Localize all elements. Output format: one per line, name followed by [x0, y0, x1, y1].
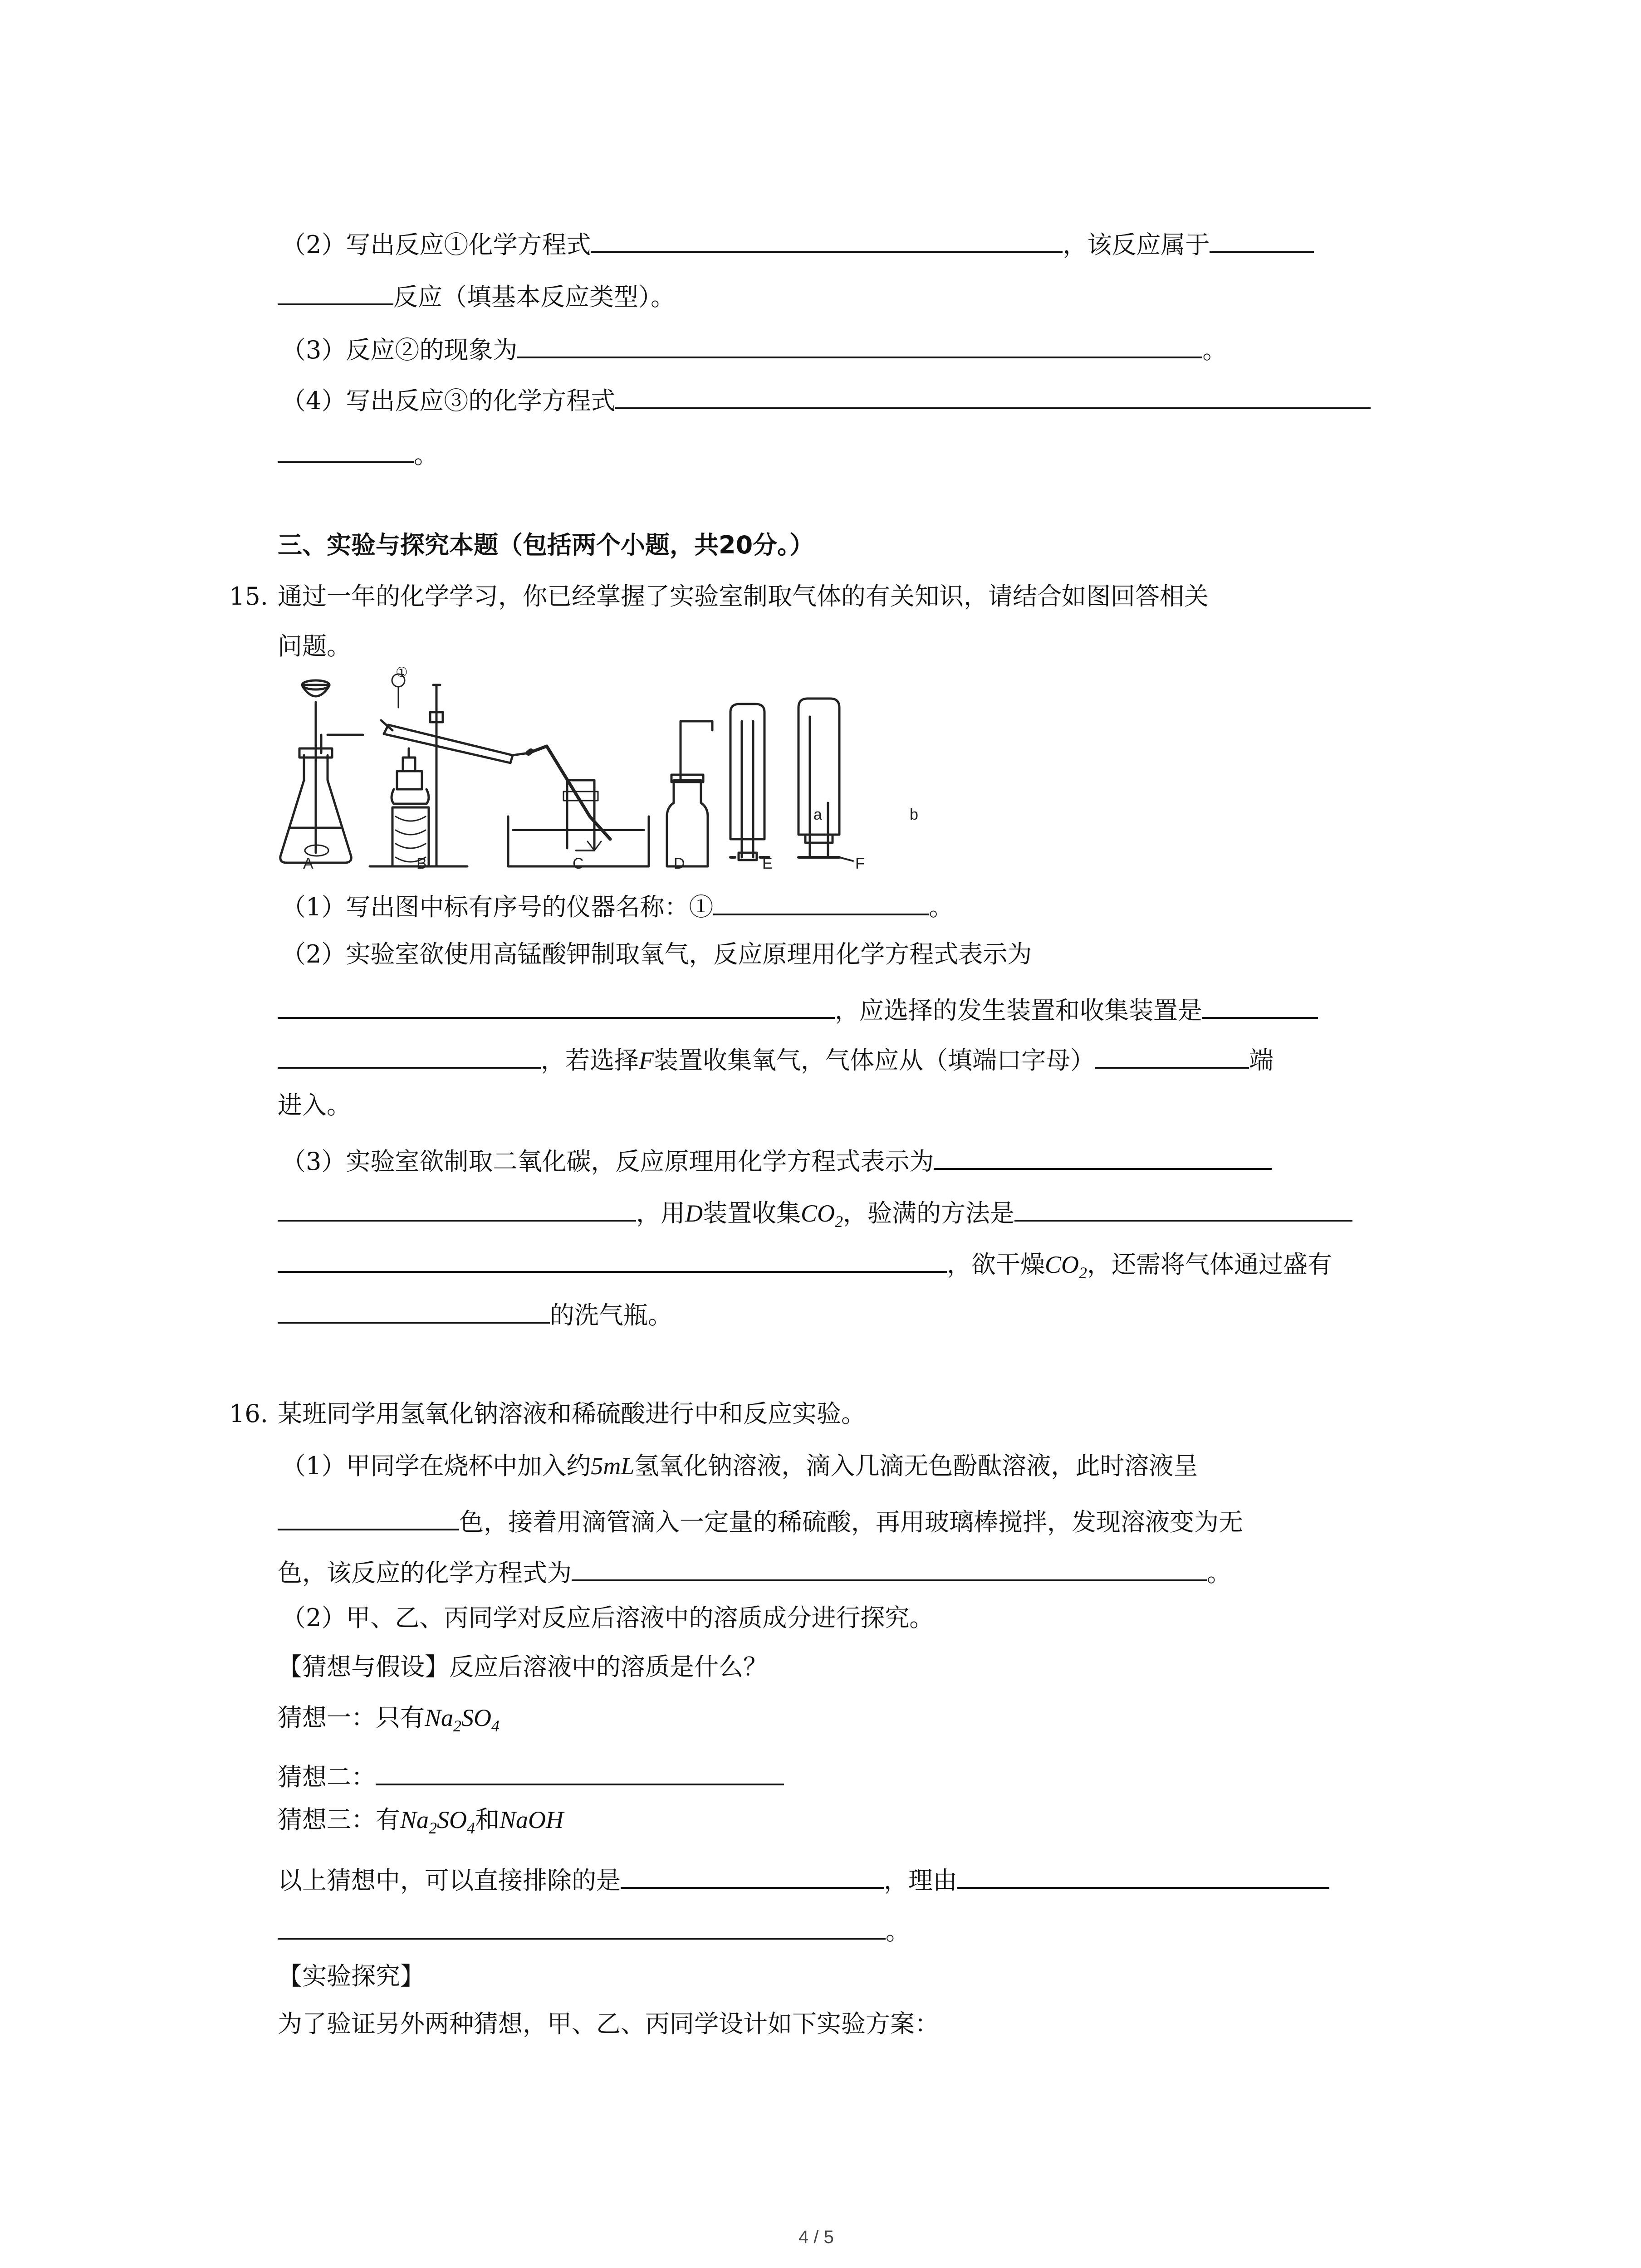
figure-port-b: b	[910, 806, 918, 823]
q16-part2-line: （2）甲、乙、丙同学对反应后溶液中的溶质成分进行探究。	[281, 1603, 934, 1632]
q16-guess2-text: 猜想二：	[278, 1763, 376, 1791]
section3-heading: 三、实验与探究本题（包括两个小题，共20分。）	[278, 531, 814, 559]
q16-guess1-text: 猜想一：只有	[278, 1703, 425, 1732]
q16-part1-end: 。	[1207, 1559, 1231, 1587]
figure-label-b: B	[416, 855, 427, 872]
q14-part3-end: 。	[1202, 336, 1227, 364]
q15-co2-formula: $CO_2$	[801, 1200, 843, 1231]
q15-part2-choose-text: ，若选择	[541, 1046, 639, 1075]
q14-equation3-blank[interactable]	[615, 384, 1371, 409]
q15-kmno4-equation-blank[interactable]	[278, 993, 835, 1019]
q16-part1-line3	[278, 1556, 1231, 1585]
q14-part3-line	[281, 333, 1227, 362]
q16-reason-text: ，理由	[884, 1866, 957, 1895]
apparatus-e	[730, 704, 769, 860]
q16-number: 16.	[229, 1399, 268, 1428]
q15-part3-line3	[278, 1247, 1332, 1281]
q16-stem: 某班同学用氢氧化钠溶液和稀硫酸进行中和反应实验。	[278, 1399, 866, 1428]
q16-guess2	[278, 1760, 784, 1789]
q15-co2-formula-2: $CO_2$	[1045, 1251, 1087, 1282]
q14-part2-tail: 反应（填基本反应类型）。	[393, 283, 675, 311]
q14-part4-text: （4）写出反应③的化学方程式	[281, 386, 616, 415]
q15-device-blank[interactable]	[1202, 993, 1318, 1019]
q14-part4-line2	[278, 438, 438, 467]
q16-na2so4-formula: $Na_2SO_4$	[425, 1704, 500, 1735]
apparatus-figure	[277, 667, 948, 885]
q16-hypothesis-title: 【猜想与假设】反应后溶液中的溶质是什么？	[278, 1652, 768, 1681]
q16-reason-blank[interactable]	[957, 1863, 1329, 1889]
apparatus-f	[798, 699, 853, 861]
q14-equation3-blank-cont[interactable]	[278, 438, 414, 463]
figure-label-c: C	[573, 855, 584, 872]
q16-guess3-and: 和	[475, 1805, 500, 1834]
q15-part3-dry-text: ，欲干燥	[947, 1250, 1045, 1279]
figure-label-a: A	[303, 855, 314, 872]
q16-reason-blank-cont[interactable]	[278, 1914, 886, 1940]
q16-color-blank[interactable]	[278, 1505, 459, 1530]
q15-device-blank-cont[interactable]	[278, 1043, 541, 1069]
q15-part2-end-text: 端	[1249, 1046, 1274, 1075]
apparatus-a	[280, 680, 363, 863]
q16-guess1	[278, 1703, 500, 1735]
q14-part2-line1	[281, 228, 1314, 257]
q16-part1-line1	[281, 1454, 1198, 1478]
q15-part3-end: 的洗气瓶。	[550, 1301, 672, 1330]
apparatus-c	[508, 780, 649, 866]
q15-part1-text: （1）写出图中标有序号的仪器名称：①	[281, 893, 714, 921]
q15-instrument-name-blank[interactable]	[713, 890, 929, 915]
q14-part4-end: 。	[414, 440, 438, 469]
q15-part2-device-text: ，应选择的发生装置和收集装置是	[835, 996, 1202, 1025]
q14-reaction-type-blank-cont[interactable]	[278, 280, 393, 305]
q16-experiment-text: 为了验证另外两种猜想，甲、乙、丙同学设计如下实验方案：	[278, 2009, 939, 2038]
q16-experiment-title: 【实验探究】	[278, 1962, 425, 1990]
figure-label-f: F	[855, 855, 865, 872]
q16-guess3	[278, 1805, 564, 1837]
q16-part1-text-a: （1）甲同学在烧杯中加入约	[281, 1452, 591, 1480]
q15-stem-line1: 通过一年的化学学习，你已经掌握了实验室制取气体的有关知识，请结合如图回答相关	[278, 582, 1209, 611]
q15-part3-use-text: ，用	[636, 1199, 685, 1227]
q15-part2-line4: 进入。	[278, 1091, 351, 1119]
q16-guess2-blank[interactable]	[376, 1760, 784, 1785]
q16-exclude-blank[interactable]	[621, 1863, 884, 1889]
q16-exclude-text: 以上猜想中，可以直接排除的是	[278, 1866, 621, 1895]
q15-part2-line1: （2）实验室欲使用高锰酸钾制取氧气，反应原理用化学方程式表示为	[281, 940, 1032, 968]
q15-part3-text: （3）实验室欲制取二氧化碳，反应原理用化学方程式表示为	[281, 1147, 934, 1176]
q14-part3-text: （3）反应②的现象为	[281, 336, 518, 364]
q15-part3-collect-text: 装置收集	[703, 1199, 801, 1227]
q15-device-f-letter: F	[639, 1047, 654, 1074]
q16-exclude-line1	[278, 1863, 1329, 1893]
q14-equation1-blank[interactable]	[591, 228, 1063, 253]
q14-reaction-type-text: ，该反应属于	[1063, 230, 1210, 259]
q14-phenomenon-blank[interactable]	[517, 333, 1202, 358]
q15-full-method-blank-cont[interactable]	[278, 1247, 947, 1273]
q15-co2-equation-blank-cont[interactable]	[278, 1196, 636, 1222]
q16-part1-text-d: 色，该反应的化学方程式为	[278, 1559, 572, 1587]
q14-part2-line2	[278, 280, 675, 309]
q15-part1-end: 。	[929, 893, 954, 921]
q16-guess3-text: 猜想三：有	[278, 1805, 400, 1834]
q15-full-method-blank[interactable]	[1014, 1196, 1352, 1222]
q15-part3-full-text: ，验满的方法是	[843, 1199, 1015, 1227]
figure-label-d: D	[674, 855, 685, 872]
figure-port-a: a	[813, 806, 822, 823]
q16-exclude-line2	[278, 1914, 910, 1944]
q16-na2so4-formula-2: $Na_2SO_4$	[400, 1806, 475, 1837]
q16-part1-line2	[278, 1505, 1243, 1535]
q15-part3-line1	[281, 1144, 1272, 1174]
q15-part1-line	[281, 890, 953, 919]
q15-part3-pass-text: ，还需将气体通过盛有	[1087, 1250, 1332, 1279]
q16-naoh-formula: NaOH	[500, 1806, 564, 1833]
figure-marker-1: ①	[396, 667, 408, 680]
q14-part4-line1	[281, 384, 1371, 413]
q15-device-d-letter: D	[685, 1200, 703, 1227]
q16-exclude-end: 。	[886, 1917, 910, 1945]
apparatus-b	[370, 674, 529, 866]
q14-reaction-type-blank[interactable]	[1210, 228, 1314, 253]
figure-label-e: E	[762, 855, 773, 872]
q14-part2-text: （2）写出反应①化学方程式	[281, 230, 591, 259]
q15-part2-port-text: 装置收集氧气，气体应从（填端口字母）	[654, 1046, 1095, 1075]
q16-part1-text-b: 氢氧化钠溶液，滴入几滴无色酚酞溶液，此时溶液呈	[634, 1452, 1198, 1480]
q15-part2-line3	[278, 1043, 1274, 1073]
q16-equation-blank[interactable]	[572, 1556, 1207, 1581]
q15-part3-line4	[278, 1298, 672, 1328]
q15-number: 15.	[229, 582, 268, 611]
q16-part1-text-c: 色，接着用滴管滴入一定量的稀硫酸，再用玻璃棒搅拌，发现溶液变为无	[459, 1508, 1243, 1536]
q16-volume: 5mL	[591, 1452, 635, 1480]
q15-part3-line2	[278, 1196, 1352, 1230]
q15-co2-equation-blank[interactable]	[934, 1144, 1272, 1170]
q15-stem-line2: 问题。	[278, 632, 351, 660]
q15-part2-line2	[278, 993, 1318, 1023]
q15-drying-agent-blank[interactable]	[278, 1298, 550, 1324]
page-number: 4 / 5	[798, 2227, 834, 2247]
q15-port-blank[interactable]	[1095, 1043, 1249, 1069]
apparatus-d	[667, 721, 712, 866]
